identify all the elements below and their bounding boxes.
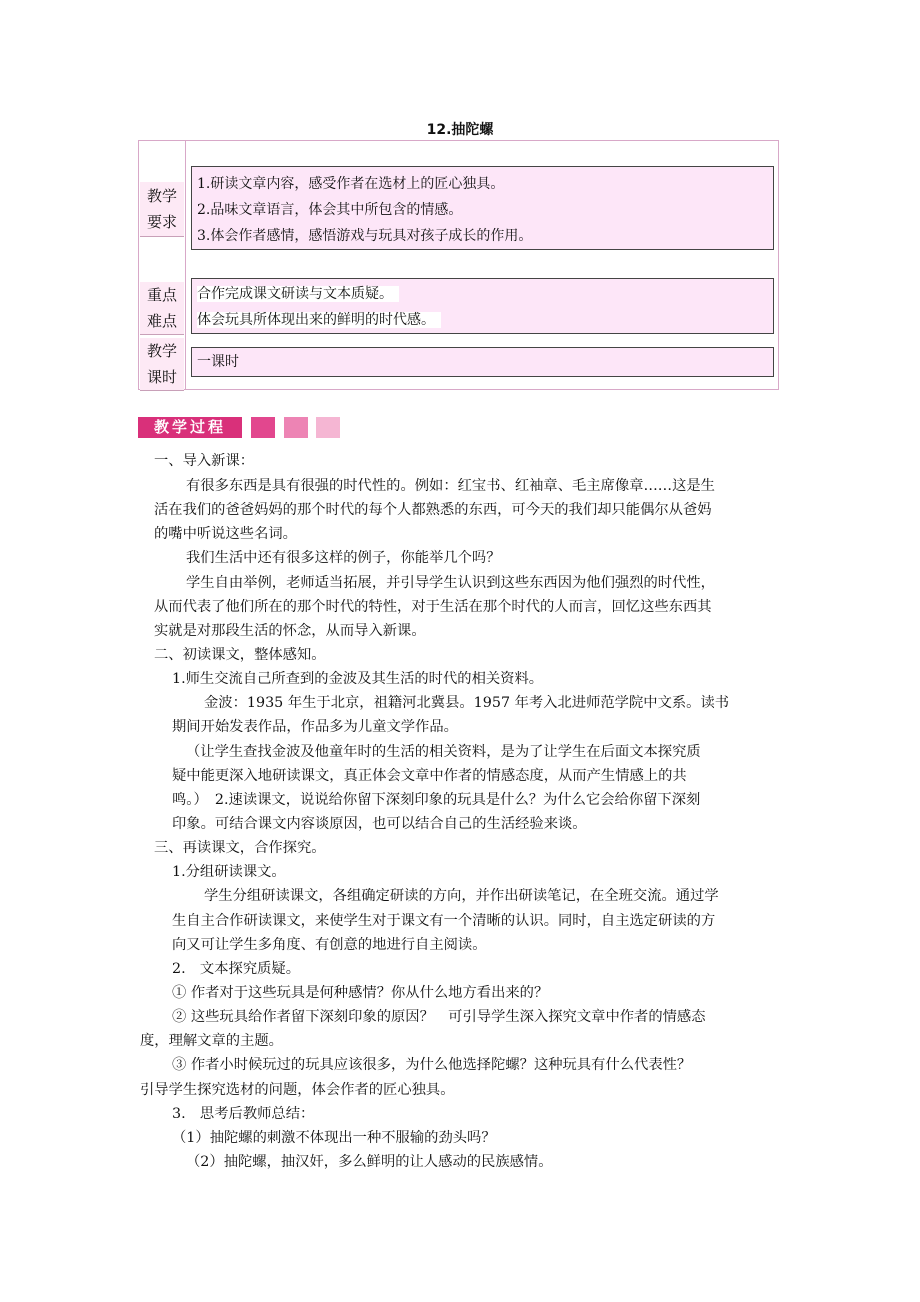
periods-label-line2: 课时 <box>146 368 177 386</box>
periods-value: 一课时 <box>197 354 239 370</box>
body-line: 学生自由举例，老师适当拓展，并引导学生认识到这些东西因为他们强烈的时代性， <box>186 575 715 591</box>
body-line: 1.师生交流自己所查到的金波及其生活的时代的相关资料。 <box>172 671 544 687</box>
body-line: 从而代表了他们所在的那个时代的特性，对于生活在那个时代的人而言，回忆这些东西其 <box>154 599 712 615</box>
body-line: 度，理解文章的主题。 <box>140 1033 283 1049</box>
body-line: ③ 作者小时候玩过的玩具应该很多，为什么他选择陀螺？这种玩具有什么代表性？ <box>172 1057 692 1073</box>
body-line: 2. 文本探究质疑。 <box>172 961 301 977</box>
body-line: 生自主合作研读课文，来使学生对于课文有一个清晰的认识。同时，自主选定研读的方 <box>172 913 716 929</box>
body-line: 有很多东西是具有很强的时代性的。例如：红宝书、红袖章、毛主席像章……这是生 <box>186 478 715 494</box>
body-line: 三、再读课文，合作探究。 <box>154 840 326 856</box>
body-line: 的嘴中听说这些名词。 <box>154 526 297 542</box>
body-line: ② 这些玩具给作者留下深刻印象的原因？ 可引导学生深入探究文章中作者的情感态 <box>172 1009 706 1025</box>
body-line: 我们生活中还有很多这样的例子，你能举几个吗？ <box>186 550 501 566</box>
body-line: （1）抽陀螺的刺激不体现出一种不服输的劲头吗？ <box>172 1130 496 1146</box>
body-line: 活在我们的爸爸妈妈的那个时代的每个人都熟悉的东西，可今天的我们却只能偶尔从爸妈 <box>154 502 712 518</box>
periods-label-line1: 教学 <box>146 342 177 360</box>
page-title: 12.抽陀螺 <box>426 122 494 138</box>
requirement-item-3: 3.体会作者感情，感悟游戏与玩具对孩子成长的作用。 <box>197 228 533 244</box>
body-line: 二、初读课文，整体感知。 <box>154 647 326 663</box>
body-line: 实就是对那段生活的怀念，从而导入新课。 <box>154 623 426 639</box>
teaching-process-banner: 教学过程 <box>138 417 242 438</box>
keypoint-item-2: 体会玩具所体现出来的鲜明的时代感。 <box>197 312 441 328</box>
body-line: （让学生查找金波及他童年时的生活的相关资料，是为了让学生在后面文本探究质 <box>186 744 701 760</box>
body-line: 印象。可结合课文内容谈原因，也可以结合自己的生活经验来谈。 <box>172 816 587 832</box>
body-line: 疑中能更深入地研读课文，真正体会文章中作者的情感态度，从而产生情感上的共 <box>172 768 687 784</box>
requirement-item-2: 2.品味文章语言，体会其中所包含的情感。 <box>197 202 463 218</box>
keypoints-label-line1: 重点 <box>146 286 177 304</box>
body-line: 1.分组研读课文。 <box>172 864 286 880</box>
requirement-item-1: 1.研读文章内容，感受作者在选材上的匠心独具。 <box>197 176 505 192</box>
requirements-label-line2: 要求 <box>146 213 177 231</box>
keypoints-label-line2: 难点 <box>146 312 177 330</box>
body-line: 3. 思考后教师总结： <box>172 1106 315 1122</box>
body-line: 引导学生探究选材的问题，体会作者的匠心独具。 <box>140 1082 455 1098</box>
requirements-label-line1: 教学 <box>146 187 177 205</box>
body-line: 学生分组研读课文，各组确定研读的方向，并作出研读笔记，在全班交流。通过学 <box>204 888 719 904</box>
body-line: 期间开始发表作品，作品多为儿童文学作品。 <box>172 719 458 735</box>
body-line: 一、导入新课： <box>154 453 255 469</box>
body-line: ① 作者对于这些玩具是何种感情？你从什么地方看出来的？ <box>172 985 549 1001</box>
keypoint-item-1: 合作完成课文研读与文本质疑。 <box>197 286 399 302</box>
body-line: 金波：1935 年生于北京，祖籍河北冀县。1957 年考入北进师范学院中文系。读书 <box>204 695 730 711</box>
body-line: （2）抽陀螺，抽汉奸，多么鲜明的让人感动的民族感情。 <box>186 1154 553 1170</box>
body-line: 鸣。） 2.速读课文，说说给你留下深刻印象的玩具是什么？为什么它会给你留下深刻 <box>172 792 701 808</box>
body-line: 向又可让学生多角度、有创意的地进行自主阅读。 <box>172 937 487 953</box>
